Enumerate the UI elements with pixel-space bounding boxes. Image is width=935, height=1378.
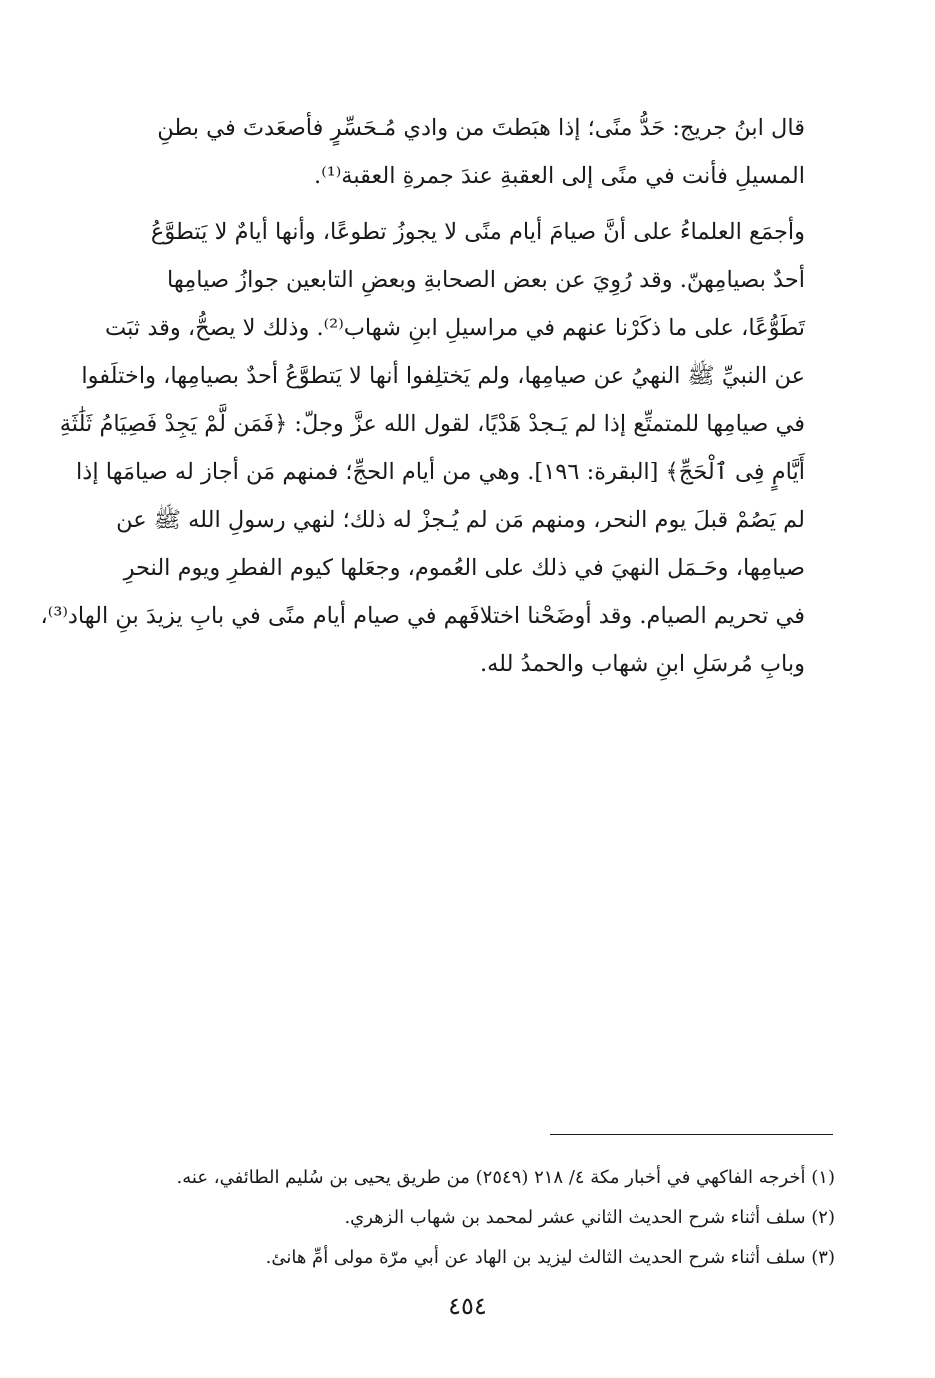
page-number: ٤٥٤ — [448, 1292, 487, 1320]
text-line: صيامِها، وحَـمَل النهيَ في ذلك على العُموم، وجعَلها كيوم الفطرِ ويوم النحرِ — [123, 555, 805, 581]
text-line: وأجمَع العلماءُ على أنَّ صيامَ أيام منًى لا يجوزُ تطوعًا، وأنها أيامٌ لا يَتطوَّعُ — [150, 219, 805, 245]
text-line: في تحريم الصيام. وقد أوضَحْنا اختلافَهم في صيام أيام منًى في بابِ يزيدَ بنِ الهاد⁽³⁾، — [40, 603, 805, 629]
text-line: أحدٌ بصيامِهنّ. وقد رُوِيَ عن بعض الصحابةِ وبعضِ التابعين جوازُ صيامِها — [167, 267, 805, 293]
footnotes — [110, 1158, 835, 1278]
paragraph-2 — [40, 208, 835, 688]
footnote-2: (٢) سلف أثناء شرح الحديث الثاني عشر لمحمد بن شهاب الزهري. — [344, 1207, 835, 1228]
footnote-divider — [550, 1134, 833, 1135]
footnote-3: (٣) سلف أثناء شرح الحديث الثالث ليزيد بن الهاد عن أبي مرّة مولى أمِّ هانئ. — [265, 1247, 835, 1268]
text-line: عن النبيِّ ﷺ النهيُ عن صيامِها، ولم يَختلِفوا أنها لا يَتطوَّعُ أحدٌ بصيامِها، واختلَفوا — [81, 363, 805, 389]
text-line: وبابِ مُرسَلِ ابنِ شهاب والحمدُ لله. — [479, 651, 805, 677]
text-line: في صيامِها للمتمتِّع إذا لم يَـجدْ هَدْيًا، لقول الله عزَّ وجلّ: ﴿فَمَن لَّمْ يَجِدْ فَصِيَامُ ثَلَٰثَةِ — [59, 411, 805, 437]
text-line: المسيلِ فأنت في منًى إلى العقبةِ عندَ جمرةِ العقبة⁽¹⁾. — [314, 163, 805, 189]
text-line: قال ابنُ جريج: حَدُّ منًى؛ إذا هبَطتَ من وادي مُـحَسِّرٍ فأصعَدتَ في بطنِ — [157, 115, 805, 141]
text-line: أَيَّامٍ فِى ٱلْحَجِّ﴾ [البقرة: ١٩٦]. وهي من أيام الحجِّ؛ فمنهم مَن أجاز له صيامَها إذا — [76, 459, 805, 485]
paragraph-1 — [82, 104, 835, 200]
text-line: لم يَصُمْ قبلَ يوم النحر، ومنهم مَن لم يُـجزْ له ذلك؛ لنهي رسولِ الله ﷺ عن — [116, 507, 805, 533]
main-text — [40, 104, 835, 696]
text-line: تَطَوُّعًا، على ما ذكَرْنا عنهم في مراسيلِ ابنِ شهاب⁽²⁾. وذلك لا يصحُّ، وقد ثبَت — [105, 315, 805, 341]
footnote-1: (١) أخرجه الفاكهي في أخبار مكة ٤/ ٢١٨ (٢٥٤٩) من طريق يحيى بن سُليم الطائفي، عنه. — [176, 1167, 835, 1188]
